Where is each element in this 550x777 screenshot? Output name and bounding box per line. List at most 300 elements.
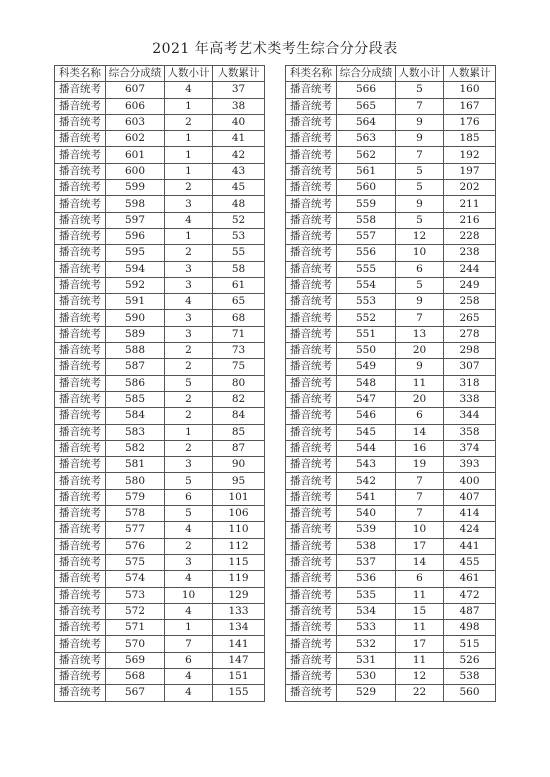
cell-count: 20 <box>396 391 444 407</box>
cell-cumulative: 472 <box>444 587 496 603</box>
table-row <box>55 277 265 293</box>
cell-count: 4 <box>165 82 213 98</box>
cell-count: 5 <box>396 163 444 179</box>
table-row <box>286 245 496 261</box>
cell-category: 播音统考 <box>55 587 106 603</box>
table-row <box>286 375 496 391</box>
cell-cumulative: 133 <box>213 603 265 619</box>
cell-score: 573 <box>106 587 165 603</box>
cell-count: 12 <box>396 668 444 684</box>
cell-cumulative: 84 <box>213 408 265 424</box>
cell-category: 播音统考 <box>55 538 106 554</box>
table-row <box>55 457 265 473</box>
cell-count: 7 <box>165 636 213 652</box>
cell-score: 568 <box>106 668 165 684</box>
table-row <box>286 473 496 489</box>
cell-score: 576 <box>106 538 165 554</box>
cell-score: 542 <box>337 473 396 489</box>
cell-score: 543 <box>337 457 396 473</box>
cell-cumulative: 307 <box>444 359 496 375</box>
table-row <box>55 196 265 212</box>
cell-score: 531 <box>337 652 396 668</box>
cell-cumulative: 249 <box>444 277 496 293</box>
cell-count: 14 <box>396 424 444 440</box>
table-row <box>286 554 496 570</box>
table-row <box>55 245 265 261</box>
cell-count: 7 <box>396 489 444 505</box>
cell-cumulative: 344 <box>444 408 496 424</box>
cell-count: 7 <box>396 147 444 163</box>
cell-category: 播音统考 <box>286 82 337 98</box>
cell-count: 11 <box>396 620 444 636</box>
cell-score: 572 <box>106 603 165 619</box>
cell-category: 播音统考 <box>55 343 106 359</box>
cell-score: 585 <box>106 391 165 407</box>
cell-score: 561 <box>337 163 396 179</box>
cell-category: 播音统考 <box>286 473 337 489</box>
cell-category: 播音统考 <box>286 147 337 163</box>
cell-category: 播音统考 <box>286 375 337 391</box>
cell-score: 582 <box>106 440 165 456</box>
cell-cumulative: 61 <box>213 277 265 293</box>
cell-category: 播音统考 <box>286 212 337 228</box>
table-row <box>286 147 496 163</box>
cell-cumulative: 141 <box>213 636 265 652</box>
table-row <box>55 82 265 98</box>
cell-score: 591 <box>106 294 165 310</box>
cell-count: 17 <box>396 538 444 554</box>
table-row <box>286 163 496 179</box>
table-row <box>286 261 496 277</box>
header-category: 科类名称 <box>286 66 337 82</box>
score-table-left <box>54 65 265 702</box>
cell-category: 播音统考 <box>55 408 106 424</box>
cell-count: 22 <box>396 685 444 701</box>
cell-cumulative: 95 <box>213 473 265 489</box>
cell-score: 554 <box>337 277 396 293</box>
table-row <box>286 326 496 342</box>
cell-category: 播音统考 <box>55 489 106 505</box>
table-row <box>55 571 265 587</box>
cell-category: 播音统考 <box>286 457 337 473</box>
cell-score: 601 <box>106 147 165 163</box>
cell-category: 播音统考 <box>55 228 106 244</box>
header-count: 人数小计 <box>396 66 444 82</box>
cell-count: 9 <box>396 114 444 130</box>
cell-count: 6 <box>396 408 444 424</box>
cell-score: 571 <box>106 620 165 636</box>
table-row <box>286 587 496 603</box>
cell-count: 12 <box>396 228 444 244</box>
cell-cumulative: 106 <box>213 506 265 522</box>
cell-category: 播音统考 <box>286 489 337 505</box>
cell-score: 592 <box>106 277 165 293</box>
cell-cumulative: 80 <box>213 375 265 391</box>
cell-category: 播音统考 <box>55 180 106 196</box>
cell-category: 播音统考 <box>55 245 106 261</box>
cell-cumulative: 238 <box>444 245 496 261</box>
cell-count: 5 <box>396 180 444 196</box>
cell-category: 播音统考 <box>286 554 337 570</box>
cell-category: 播音统考 <box>286 310 337 326</box>
cell-count: 6 <box>165 652 213 668</box>
cell-score: 545 <box>337 424 396 440</box>
cell-cumulative: 129 <box>213 587 265 603</box>
cell-count: 9 <box>396 196 444 212</box>
cell-category: 播音统考 <box>55 82 106 98</box>
cell-cumulative: 37 <box>213 82 265 98</box>
cell-count: 1 <box>165 228 213 244</box>
cell-cumulative: 400 <box>444 473 496 489</box>
cell-cumulative: 87 <box>213 440 265 456</box>
table-row <box>55 538 265 554</box>
table-row <box>55 391 265 407</box>
cell-category: 播音统考 <box>55 668 106 684</box>
cell-score: 579 <box>106 489 165 505</box>
table-row <box>286 489 496 505</box>
table-row <box>55 180 265 196</box>
cell-category: 播音统考 <box>286 603 337 619</box>
table-row <box>286 620 496 636</box>
table-row <box>286 310 496 326</box>
table-row <box>55 310 265 326</box>
cell-cumulative: 298 <box>444 343 496 359</box>
cell-cumulative: 147 <box>213 652 265 668</box>
cell-category: 播音统考 <box>55 620 106 636</box>
table-row <box>286 603 496 619</box>
cell-cumulative: 55 <box>213 245 265 261</box>
table-row <box>55 587 265 603</box>
cell-category: 播音统考 <box>286 571 337 587</box>
table-row <box>286 343 496 359</box>
cell-count: 1 <box>165 163 213 179</box>
cell-cumulative: 71 <box>213 326 265 342</box>
table-header-row <box>286 66 496 82</box>
table-row <box>286 277 496 293</box>
cell-score: 532 <box>337 636 396 652</box>
cell-category: 播音统考 <box>55 652 106 668</box>
cell-score: 548 <box>337 375 396 391</box>
table-row <box>286 82 496 98</box>
cell-cumulative: 441 <box>444 538 496 554</box>
cell-cumulative: 244 <box>444 261 496 277</box>
cell-count: 2 <box>165 245 213 261</box>
cell-score: 557 <box>337 228 396 244</box>
header-score: 综合分成绩 <box>337 66 396 82</box>
cell-category: 播音统考 <box>286 131 337 147</box>
cell-category: 播音统考 <box>55 571 106 587</box>
cell-score: 596 <box>106 228 165 244</box>
cell-score: 581 <box>106 457 165 473</box>
table-row <box>286 131 496 147</box>
cell-cumulative: 258 <box>444 294 496 310</box>
cell-score: 569 <box>106 652 165 668</box>
cell-score: 547 <box>337 391 396 407</box>
cell-category: 播音统考 <box>286 196 337 212</box>
cell-cumulative: 461 <box>444 571 496 587</box>
cell-score: 597 <box>106 212 165 228</box>
cell-cumulative: 48 <box>213 196 265 212</box>
cell-score: 559 <box>337 196 396 212</box>
cell-count: 10 <box>165 587 213 603</box>
cell-category: 播音统考 <box>55 147 106 163</box>
cell-score: 577 <box>106 522 165 538</box>
cell-category: 播音统考 <box>286 408 337 424</box>
table-row <box>55 473 265 489</box>
cell-score: 590 <box>106 310 165 326</box>
cell-category: 播音统考 <box>55 522 106 538</box>
cell-cumulative: 455 <box>444 554 496 570</box>
cell-cumulative: 65 <box>213 294 265 310</box>
header-count: 人数小计 <box>165 66 213 82</box>
cell-cumulative: 45 <box>213 180 265 196</box>
table-row <box>286 359 496 375</box>
cell-count: 5 <box>165 473 213 489</box>
cell-category: 播音统考 <box>286 343 337 359</box>
cell-count: 3 <box>165 554 213 570</box>
cell-cumulative: 58 <box>213 261 265 277</box>
table-row <box>286 636 496 652</box>
cell-score: 600 <box>106 163 165 179</box>
cell-count: 3 <box>165 457 213 473</box>
cell-category: 播音统考 <box>286 652 337 668</box>
cell-cumulative: 338 <box>444 391 496 407</box>
table-row <box>55 163 265 179</box>
cell-count: 2 <box>165 391 213 407</box>
cell-count: 2 <box>165 538 213 554</box>
cell-category: 播音统考 <box>55 294 106 310</box>
cell-count: 3 <box>165 196 213 212</box>
cell-cumulative: 176 <box>444 114 496 130</box>
cell-count: 1 <box>165 424 213 440</box>
cell-score: 606 <box>106 98 165 114</box>
table-row <box>55 375 265 391</box>
cell-cumulative: 197 <box>444 163 496 179</box>
cell-category: 播音统考 <box>286 294 337 310</box>
cell-cumulative: 160 <box>444 82 496 98</box>
cell-category: 播音统考 <box>55 391 106 407</box>
cell-cumulative: 73 <box>213 343 265 359</box>
cell-score: 567 <box>106 685 165 701</box>
cell-cumulative: 167 <box>444 98 496 114</box>
cell-cumulative: 407 <box>444 489 496 505</box>
cell-category: 播音统考 <box>55 554 106 570</box>
cell-cumulative: 538 <box>444 668 496 684</box>
page-title: 2021 年高考艺术类考生综合分分段表 <box>152 41 398 57</box>
table-row <box>55 326 265 342</box>
cell-cumulative: 42 <box>213 147 265 163</box>
cell-count: 11 <box>396 587 444 603</box>
cell-cumulative: 151 <box>213 668 265 684</box>
cell-category: 播音统考 <box>55 457 106 473</box>
table-row <box>286 668 496 684</box>
cell-score: 580 <box>106 473 165 489</box>
cell-count: 6 <box>396 261 444 277</box>
cell-count: 6 <box>396 571 444 587</box>
table-header-row <box>55 66 265 82</box>
cell-score: 602 <box>106 131 165 147</box>
cell-cumulative: 85 <box>213 424 265 440</box>
cell-score: 551 <box>337 326 396 342</box>
cell-category: 播音统考 <box>286 506 337 522</box>
cell-category: 播音统考 <box>55 359 106 375</box>
cell-score: 553 <box>337 294 396 310</box>
cell-count: 20 <box>396 343 444 359</box>
cell-count: 10 <box>396 245 444 261</box>
cell-category: 播音统考 <box>286 620 337 636</box>
table-row <box>55 98 265 114</box>
cell-count: 7 <box>396 310 444 326</box>
table-row <box>286 408 496 424</box>
cell-category: 播音统考 <box>286 636 337 652</box>
cell-count: 4 <box>165 212 213 228</box>
cell-category: 播音统考 <box>55 375 106 391</box>
cell-category: 播音统考 <box>286 277 337 293</box>
cell-cumulative: 211 <box>444 196 496 212</box>
cell-count: 6 <box>165 489 213 505</box>
table-row <box>286 424 496 440</box>
cell-score: 537 <box>337 554 396 570</box>
cell-category: 播音统考 <box>286 180 337 196</box>
cell-score: 564 <box>337 114 396 130</box>
table-row <box>286 685 496 701</box>
cell-cumulative: 110 <box>213 522 265 538</box>
cell-count: 9 <box>396 359 444 375</box>
table-row <box>55 489 265 505</box>
cell-count: 7 <box>396 506 444 522</box>
table-row <box>55 440 265 456</box>
table-row <box>286 506 496 522</box>
cell-count: 9 <box>396 294 444 310</box>
cell-cumulative: 40 <box>213 114 265 130</box>
cell-count: 2 <box>165 408 213 424</box>
table-row <box>55 603 265 619</box>
cell-category: 播音统考 <box>286 685 337 701</box>
table-row <box>286 571 496 587</box>
cell-cumulative: 560 <box>444 685 496 701</box>
table-row <box>55 522 265 538</box>
cell-category: 播音统考 <box>55 212 106 228</box>
cell-category: 播音统考 <box>286 424 337 440</box>
cell-score: 558 <box>337 212 396 228</box>
cell-score: 550 <box>337 343 396 359</box>
cell-cumulative: 278 <box>444 326 496 342</box>
cell-category: 播音统考 <box>55 261 106 277</box>
cell-category: 播音统考 <box>55 440 106 456</box>
cell-score: 546 <box>337 408 396 424</box>
cell-score: 534 <box>337 603 396 619</box>
table-row <box>286 294 496 310</box>
score-table-right <box>285 65 496 702</box>
table-row <box>286 196 496 212</box>
cell-category: 播音统考 <box>286 522 337 538</box>
cell-cumulative: 185 <box>444 131 496 147</box>
cell-count: 3 <box>165 277 213 293</box>
cell-category: 播音统考 <box>55 277 106 293</box>
cell-count: 19 <box>396 457 444 473</box>
cell-category: 播音统考 <box>286 668 337 684</box>
cell-score: 607 <box>106 82 165 98</box>
cell-score: 535 <box>337 587 396 603</box>
cell-count: 15 <box>396 603 444 619</box>
cell-category: 播音统考 <box>286 114 337 130</box>
table-row <box>55 408 265 424</box>
cell-count: 2 <box>165 343 213 359</box>
cell-score: 587 <box>106 359 165 375</box>
cell-score: 556 <box>337 245 396 261</box>
cell-category: 播音统考 <box>286 587 337 603</box>
cell-score: 529 <box>337 685 396 701</box>
cell-count: 17 <box>396 636 444 652</box>
cell-cumulative: 101 <box>213 489 265 505</box>
cell-score: 541 <box>337 489 396 505</box>
table-row <box>55 261 265 277</box>
cell-score: 552 <box>337 310 396 326</box>
cell-cumulative: 515 <box>444 636 496 652</box>
cell-score: 595 <box>106 245 165 261</box>
cell-count: 7 <box>396 98 444 114</box>
cell-cumulative: 155 <box>213 685 265 701</box>
cell-count: 7 <box>396 473 444 489</box>
cell-score: 549 <box>337 359 396 375</box>
cell-cumulative: 41 <box>213 131 265 147</box>
cell-category: 播音统考 <box>55 131 106 147</box>
header-cumulative: 人数累计 <box>213 66 265 82</box>
table-row <box>55 359 265 375</box>
cell-category: 播音统考 <box>286 228 337 244</box>
cell-count: 1 <box>165 98 213 114</box>
cell-count: 4 <box>165 603 213 619</box>
cell-category: 播音统考 <box>55 506 106 522</box>
cell-count: 11 <box>396 375 444 391</box>
cell-score: 539 <box>337 522 396 538</box>
cell-cumulative: 526 <box>444 652 496 668</box>
table-row <box>55 685 265 701</box>
cell-score: 586 <box>106 375 165 391</box>
table-row <box>55 114 265 130</box>
cell-score: 565 <box>337 98 396 114</box>
cell-cumulative: 53 <box>213 228 265 244</box>
cell-category: 播音统考 <box>286 391 337 407</box>
cell-cumulative: 374 <box>444 440 496 456</box>
cell-cumulative: 134 <box>213 620 265 636</box>
cell-count: 5 <box>396 277 444 293</box>
table-row <box>286 538 496 554</box>
cell-cumulative: 424 <box>444 522 496 538</box>
cell-count: 4 <box>165 571 213 587</box>
cell-count: 5 <box>165 506 213 522</box>
cell-count: 1 <box>165 147 213 163</box>
table-row <box>286 212 496 228</box>
cell-score: 544 <box>337 440 396 456</box>
cell-count: 13 <box>396 326 444 342</box>
cell-cumulative: 393 <box>444 457 496 473</box>
table-row <box>286 228 496 244</box>
cell-category: 播音统考 <box>55 163 106 179</box>
cell-category: 播音统考 <box>286 538 337 554</box>
table-row <box>286 391 496 407</box>
cell-count: 5 <box>165 375 213 391</box>
cell-score: 589 <box>106 326 165 342</box>
table-row <box>286 440 496 456</box>
cell-cumulative: 75 <box>213 359 265 375</box>
cell-cumulative: 498 <box>444 620 496 636</box>
cell-category: 播音统考 <box>286 163 337 179</box>
cell-count: 2 <box>165 359 213 375</box>
table-row <box>55 212 265 228</box>
cell-score: 540 <box>337 506 396 522</box>
cell-count: 16 <box>396 440 444 456</box>
